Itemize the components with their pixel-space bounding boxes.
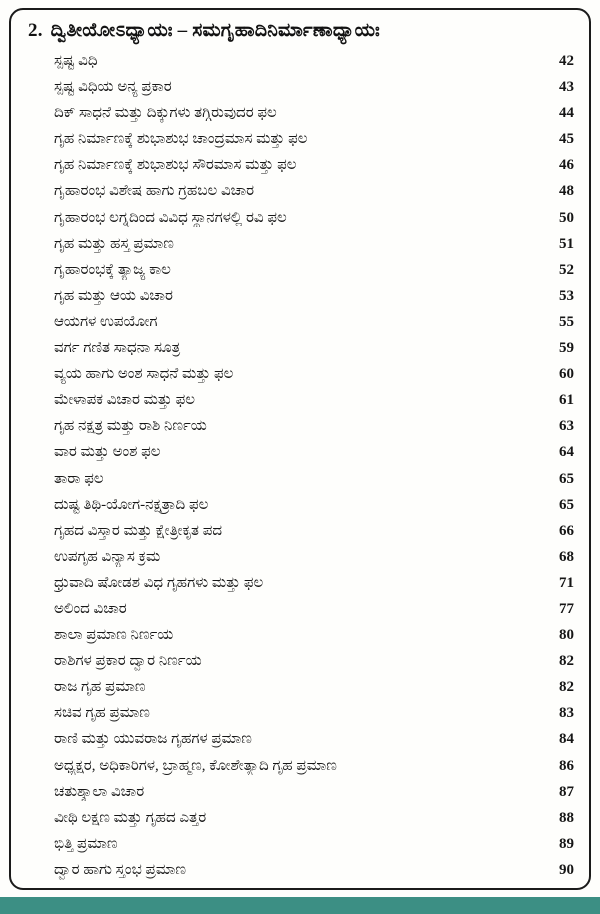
toc-entry-title: ಗೃಹದ ವಿಸ್ತಾರ ಮತ್ತು ಕ್ಷೇತ್ರೀಕೃತ ಪದ — [54, 522, 223, 539]
toc-row — [54, 600, 574, 619]
toc-entry-page: 48 — [559, 183, 574, 200]
toc-entry-title: ತಾರಾ ಫಲ — [54, 470, 104, 487]
toc-entry-title: ಗೃಹ ನಿರ್ಮಾಣಕ್ಕೆ ಶುಭಾಶುಭ ಸೌರಮಾಸ ಮತ್ತು ಫಲ — [54, 157, 297, 174]
toc-entry-title: ರಾಣಿ ಮತ್ತು ಯುವರಾಜ ಗೃಹಗಳ ಪ್ರಮಾಣ — [54, 731, 252, 748]
toc-row — [54, 156, 574, 175]
toc-entry-title: ಗೃಹ ನಿರ್ಮಾಣಕ್ಕೆ ಶುಭಾಶುಭ ಚಾಂದ್ರಮಾಸ ಮತ್ತು ಫಲ — [54, 131, 308, 148]
toc-entry-title: ದ್ವಾರ ಹಾಗು ಸ್ತಂಭ ಪ್ರಮಾಣ — [54, 861, 187, 878]
toc-row — [54, 548, 574, 567]
toc-entry-page: 71 — [559, 574, 574, 591]
toc-entry-title: ಅಧ್ಯಕ್ಷರ, ಅಧಿಕಾರಿಗಳ, ಬ್ರಾಹ್ಮಣ, ಕೋಶೇತ್ಯಾದಿ ಗೃಹ ಪ್ರಮಾಣ — [54, 757, 337, 774]
toc-entry-title: ರಾಜ ಗೃಹ ಪ್ರಮಾಣ — [54, 679, 146, 696]
chapter-heading — [28, 20, 574, 42]
toc-entry-page: 51 — [559, 235, 574, 252]
toc-entry-page: 65 — [559, 496, 574, 513]
toc-entry-page: 80 — [559, 627, 574, 644]
toc-entry-title: ವರ್ಗ ಗಣಿತ ಸಾಧನಾ ಸೂತ್ರ — [54, 340, 181, 357]
toc-row — [54, 678, 574, 697]
toc-entry-page: 82 — [559, 653, 574, 670]
toc-entry-page: 88 — [559, 809, 574, 826]
toc-row — [54, 730, 574, 749]
toc-row — [54, 209, 574, 228]
toc-entry-page: 45 — [559, 131, 574, 148]
toc-entry-title: ವಾರ ಮತ್ತು ಅಂಶ ಫಲ — [54, 444, 161, 461]
toc-entry-page: 66 — [559, 522, 574, 539]
toc-entry-page: 89 — [559, 835, 574, 852]
toc-row — [54, 835, 574, 854]
toc-row — [54, 574, 574, 593]
toc-entry-title: ರಾಶಿಗಳ ಪ್ರಕಾರ ದ್ವಾರ ನಿರ್ಣಯ — [54, 653, 202, 670]
toc-row — [54, 339, 574, 358]
toc-entry-title: ದುಷ್ಟ ತಿಥಿ-ಯೋಗ-ನಕ್ಷತ್ರಾದಿ ಫಲ — [54, 496, 209, 513]
toc-row — [54, 809, 574, 828]
toc-entry-page: 46 — [559, 157, 574, 174]
toc-entry-page: 44 — [559, 105, 574, 122]
toc-row — [54, 757, 574, 776]
toc-list — [26, 52, 574, 880]
toc-entry-page: 83 — [559, 705, 574, 722]
toc-row — [54, 470, 574, 489]
toc-row — [54, 235, 574, 254]
toc-row — [54, 861, 574, 880]
toc-entry-page: 82 — [559, 679, 574, 696]
toc-entry-page: 60 — [559, 366, 574, 383]
toc-row — [54, 626, 574, 645]
toc-row — [54, 52, 574, 71]
toc-entry-title: ಶಾಲಾ ಪ್ರಮಾಣ ನಿರ್ಣಯ — [54, 627, 174, 644]
toc-entry-page: 43 — [559, 79, 574, 96]
toc-row — [54, 391, 574, 410]
toc-entry-page: 61 — [559, 392, 574, 409]
toc-entry-page: 90 — [559, 861, 574, 878]
toc-entry-page: 55 — [559, 313, 574, 330]
toc-entry-page: 86 — [559, 757, 574, 774]
toc-row — [54, 496, 574, 515]
toc-row — [54, 130, 574, 149]
toc-entry-page: 77 — [559, 600, 574, 617]
toc-entry-page: 68 — [559, 548, 574, 565]
toc-entry-title: ಭಿತ್ತಿ ಪ್ರಮಾಣ — [54, 835, 118, 852]
toc-content — [26, 18, 574, 880]
toc-row — [54, 78, 574, 97]
toc-entry-title: ಸಚಿವ ಗೃಹ ಪ್ರಮಾಣ — [54, 705, 150, 722]
toc-entry-title: ವ್ಯಯ ಹಾಗು ಅಂಶ ಸಾಧನೆ ಮತ್ತು ಫಲ — [54, 366, 234, 383]
toc-row — [54, 652, 574, 671]
toc-entry-title: ಧ್ರುವಾದಿ ಷೋಡಶ ವಿಧ ಗೃಹಗಳು ಮತ್ತು ಫಲ — [54, 574, 264, 591]
toc-entry-title: ವೀಥಿ ಲಕ್ಷಣ ಮತ್ತು ಗೃಹದ ಎತ್ತರ — [54, 809, 207, 826]
toc-row — [54, 287, 574, 306]
toc-entry-page: 59 — [559, 340, 574, 357]
toc-row — [54, 313, 574, 332]
toc-entry-page: 50 — [559, 209, 574, 226]
toc-row — [54, 261, 574, 280]
bottom-strip — [0, 897, 600, 914]
chapter-title: ದ್ವಿತೀಯೋಽಧ್ಯಾಯಃ – ಸಮಗೃಹಾದಿನಿರ್ಮಾಣಾಧ್ಯಾಯಃ — [50, 20, 380, 41]
toc-entry-page: 65 — [559, 470, 574, 487]
toc-entry-page: 52 — [559, 261, 574, 278]
toc-entry-title: ಸ್ಪಷ್ಟ ವಿಧಿಯ ಅನ್ಯ ಪ್ರಕಾರ — [54, 79, 172, 96]
toc-entry-page: 42 — [559, 53, 574, 69]
toc-entry-title: ದಿಕ್ ಸಾಧನೆ ಮತ್ತು ದಿಕ್ಕುಗಳು ತಗ್ಗಿರುವುದರ ಫಲ — [54, 105, 277, 122]
toc-entry-title: ಆಯಗಳ ಉಪಯೋಗ — [54, 313, 158, 330]
toc-row — [54, 443, 574, 462]
toc-entry-title: ಗೃಹಾರಂಭಕ್ಕೆ ತ್ಯಾಜ್ಯ ಕಾಲ — [54, 261, 171, 278]
toc-row — [54, 704, 574, 723]
toc-entry-title: ಗೃಹಾರಂಭ ವಿಶೇಷ ಹಾಗು ಗ್ರಹಬಲ ವಿಚಾರ — [54, 183, 255, 200]
toc-entry-page: 53 — [559, 287, 574, 304]
toc-row — [54, 522, 574, 541]
toc-entry-title: ಮೇಳಾಪಕ ವಿಚಾರ ಮತ್ತು ಫಲ — [54, 392, 195, 409]
toc-entry-title: ಚತುಶ್ಶಾಲಾ ವಿಚಾರ — [54, 783, 145, 800]
toc-entry-page: 84 — [559, 731, 574, 748]
toc-row — [54, 783, 574, 802]
toc-entry-page: 87 — [559, 783, 574, 800]
toc-entry-title: ಗೃಹ ಮತ್ತು ಹಸ್ತ ಪ್ರಮಾಣ — [54, 235, 174, 252]
toc-row — [54, 104, 574, 123]
toc-entry-title: ಗೃಹಾರಂಭ ಲಗ್ನದಿಂದ ವಿವಿಧ ಸ್ಥಾನಗಳಲ್ಲಿ ರವಿ ಫಲ — [54, 209, 287, 226]
toc-row — [54, 417, 574, 436]
toc-entry-title: ಉಪಗೃಹ ವಿನ್ಯಾಸ ಕ್ರಮ — [54, 548, 161, 565]
toc-entry-title: ಗೃಹ ನಕ್ಷತ್ರ ಮತ್ತು ರಾಶಿ ನಿರ್ಣಯ — [54, 418, 207, 435]
toc-entry-title: ಅಲಿಂದ ವಿಚಾರ — [54, 600, 127, 617]
toc-entry-page: 63 — [559, 418, 574, 435]
toc-entry-title: ಗೃಹ ಮತ್ತು ಆಯ ವಿಚಾರ — [54, 287, 173, 304]
chapter-number: 2. — [28, 20, 43, 41]
toc-row — [54, 365, 574, 384]
toc-entry-title: ಸ್ಪಷ್ಟ ವಿಧಿ — [54, 53, 98, 69]
toc-entry-page: 64 — [559, 444, 574, 461]
toc-row — [54, 182, 574, 201]
